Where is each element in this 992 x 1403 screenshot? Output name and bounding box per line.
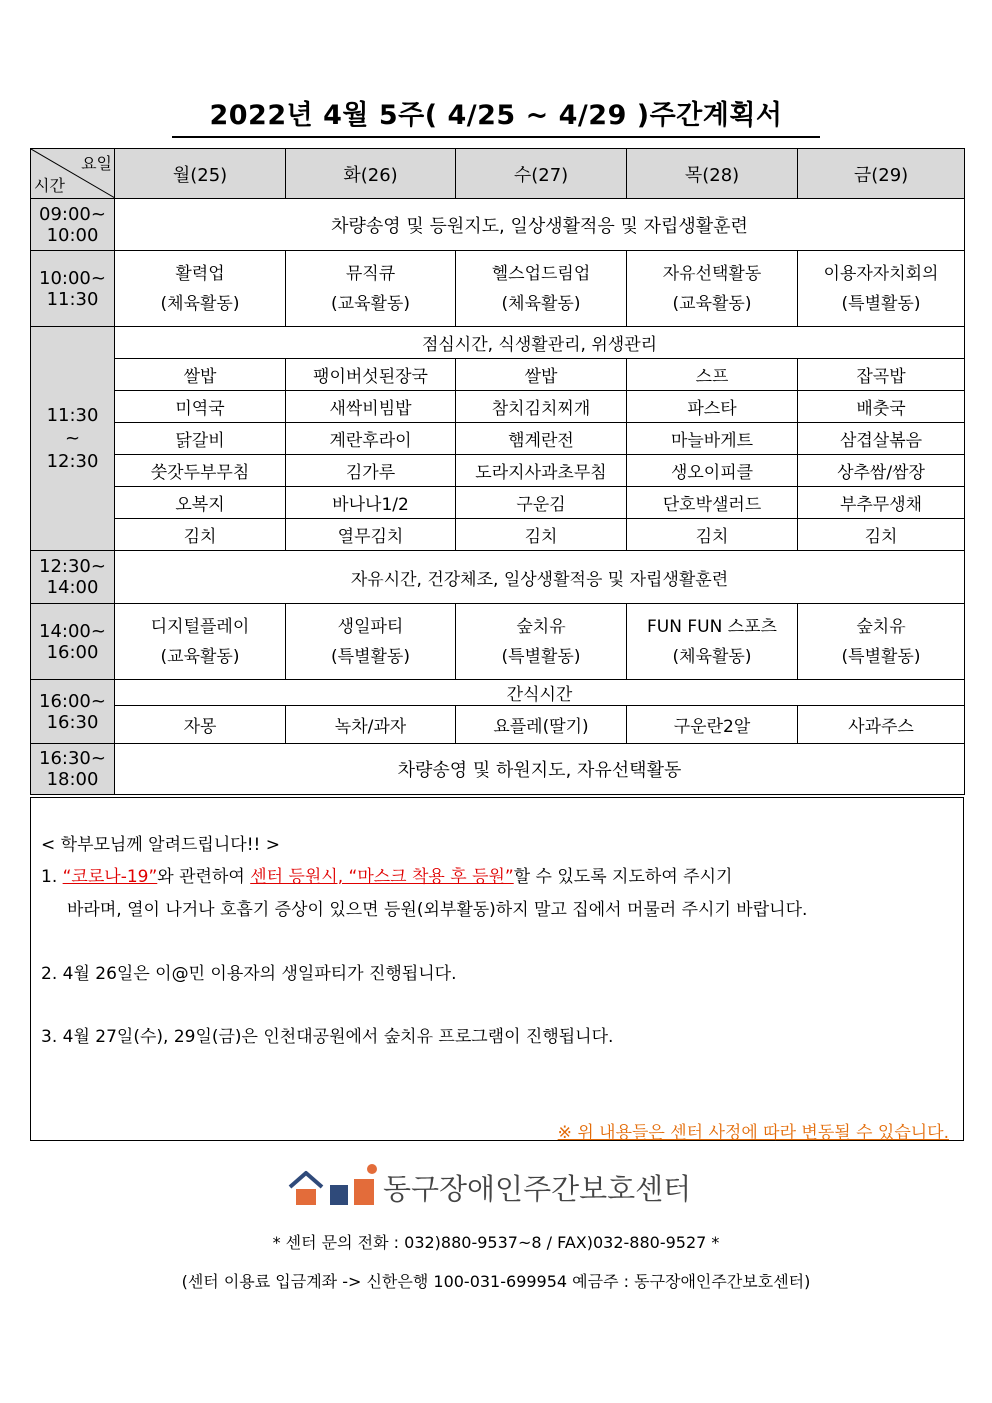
activity-name: FUN FUN 스포츠 bbox=[647, 616, 777, 637]
activity-type: (특별활동) bbox=[501, 646, 581, 667]
activity-cell bbox=[627, 251, 798, 327]
activity-name: 자유선택활동 bbox=[662, 263, 762, 284]
time-start: 14:00~ bbox=[39, 620, 106, 642]
snack-label: 간식시간 bbox=[115, 680, 965, 706]
snack-item: 구운란2알 bbox=[627, 706, 798, 744]
menu-item: 김치 bbox=[798, 519, 965, 551]
page-title: 2022년 4월 5주( 4/25 ~ 4/29 )주간계획서 bbox=[172, 96, 820, 138]
parent-notice-box bbox=[30, 797, 964, 1141]
activity-cell bbox=[286, 251, 456, 327]
notice-item-2: 2. 4월 26일은 이@민 이용자의 생일파티가 진행됩니다. bbox=[41, 964, 457, 984]
menu-item: 스프 bbox=[627, 359, 798, 391]
activity-cell bbox=[286, 604, 456, 680]
center-logo bbox=[288, 1163, 708, 1211]
menu-item: 상추쌈/쌈장 bbox=[798, 455, 965, 487]
menu-item: 마늘바게트 bbox=[627, 423, 798, 455]
menu-row bbox=[31, 487, 965, 519]
menu-item: 잡곡밥 bbox=[798, 359, 965, 391]
time-cell bbox=[31, 199, 115, 251]
contact-phone: * 센터 문의 전화 : 032)880-9537~8 / FAX)032-880-9527 * bbox=[272, 1233, 720, 1252]
menu-item: 오복지 bbox=[115, 487, 286, 519]
contact-account: (센터 이용료 입금계좌 -> 신한은행 100-031-699954 예금주 : 동구장애인주간보호센터) bbox=[181, 1272, 811, 1291]
menu-item: 열무김치 bbox=[286, 519, 456, 551]
time-cell bbox=[31, 744, 115, 795]
merged-activity-cell: 자유시간, 건강체조, 일상생활적응 및 자립생활훈련 bbox=[115, 551, 965, 604]
activity-cell bbox=[456, 604, 627, 680]
corner-day-label: 요일 bbox=[81, 154, 112, 173]
menu-item: 새싹비빔밥 bbox=[286, 391, 456, 423]
menu-item: 구운김 bbox=[456, 487, 627, 519]
snack-item: 자몽 bbox=[115, 706, 286, 744]
lunch-label: 점심시간, 식생활관리, 위생관리 bbox=[115, 327, 965, 359]
activity-cell bbox=[456, 251, 627, 327]
menu-item: 쌀밥 bbox=[456, 359, 627, 391]
menu-item: 배춧국 bbox=[798, 391, 965, 423]
activity-type: (특별활동) bbox=[841, 646, 921, 667]
activity-type: (교육활동) bbox=[672, 293, 752, 314]
time-end: 16:00 bbox=[46, 641, 99, 663]
time-cell bbox=[31, 551, 115, 604]
snack-item: 사과주스 bbox=[798, 706, 965, 744]
activity-type: (체육활동) bbox=[672, 646, 752, 667]
menu-row bbox=[31, 391, 965, 423]
activity-name: 디지털플레이 bbox=[150, 616, 250, 637]
slot-row bbox=[31, 744, 965, 795]
activity-name: 헬스업드림업 bbox=[491, 263, 591, 284]
day-header-tue: 화(26) bbox=[286, 149, 456, 199]
menu-row bbox=[31, 423, 965, 455]
activity-cell bbox=[115, 251, 286, 327]
header-row bbox=[31, 149, 965, 199]
corner-time-label: 시간 bbox=[34, 176, 65, 195]
snack-row bbox=[31, 706, 965, 744]
time-start: 16:00~ bbox=[39, 690, 106, 712]
activity-name: 활력업 bbox=[175, 263, 225, 284]
day-header-fri: 금(29) bbox=[798, 149, 965, 199]
time-start: 12:30~ bbox=[39, 556, 106, 577]
menu-item: 김가루 bbox=[286, 455, 456, 487]
menu-row bbox=[31, 359, 965, 391]
activity-cell bbox=[115, 604, 286, 680]
lunch-label-row bbox=[31, 327, 965, 359]
time-end: 10:00 bbox=[46, 224, 99, 246]
menu-item: 햄계란전 bbox=[456, 423, 627, 455]
notice-text: 할 수 있도록 지도하여 주시기 bbox=[513, 867, 733, 887]
menu-item: 김치 bbox=[456, 519, 627, 551]
center-name: 동구장애인주간보호센터 bbox=[383, 1172, 692, 1206]
activity-cell bbox=[627, 604, 798, 680]
slot-row bbox=[31, 604, 965, 680]
activity-type: (교육활동) bbox=[331, 293, 410, 314]
menu-row bbox=[31, 455, 965, 487]
snack-item: 녹차/과자 bbox=[286, 706, 456, 744]
time-start: 11:30 bbox=[46, 405, 99, 426]
menu-item: 쌀밥 bbox=[115, 359, 286, 391]
activity-type: (교육활동) bbox=[160, 646, 240, 667]
day-header-wed: 수(27) bbox=[456, 149, 627, 199]
notice-footnote: ※ 위 내용들은 센터 사정에 따라 변동될 수 있습니다. bbox=[557, 1123, 949, 1143]
activity-name: 생일파티 bbox=[337, 616, 404, 637]
time-cell bbox=[31, 251, 115, 327]
notice-highlight-mask: 센터 등원시, “마스크 착용 후 등원” bbox=[250, 867, 514, 887]
menu-item: 미역국 bbox=[115, 391, 286, 423]
notice-item-1 bbox=[41, 862, 732, 887]
notice-text: 와 관련하여 bbox=[157, 867, 251, 887]
activity-name: 숲치유 bbox=[516, 616, 566, 637]
activity-type: (특별활동) bbox=[331, 646, 410, 667]
activity-cell bbox=[798, 604, 965, 680]
menu-item: 참치김치찌개 bbox=[456, 391, 627, 423]
time-end: 12:30 bbox=[46, 451, 99, 472]
slot-row bbox=[31, 199, 965, 251]
activity-cell bbox=[798, 251, 965, 327]
notice-item-1-continued: 바라며, 열이 나거나 호흡기 증상이 있으면 등원(외부활동)하지 말고 집에서 머물러 주시기 바랍니다. bbox=[67, 900, 808, 920]
time-start: 10:00~ bbox=[39, 267, 106, 289]
merged-activity-cell: 차량송영 및 등원지도, 일상생활적응 및 자립생활훈련 bbox=[115, 199, 965, 251]
time-start: 09:00~ bbox=[39, 203, 106, 225]
time-end: 16:30 bbox=[46, 711, 99, 733]
menu-item: 파스타 bbox=[627, 391, 798, 423]
menu-item: 김치 bbox=[115, 519, 286, 551]
day-header-thu: 목(28) bbox=[627, 149, 798, 199]
menu-item: 단호박샐러드 bbox=[627, 487, 798, 519]
time-cell bbox=[31, 604, 115, 680]
menu-item: 쑷갓두부무침 bbox=[115, 455, 286, 487]
corner-cell bbox=[31, 149, 115, 199]
menu-item: 팽이버섯된장국 bbox=[286, 359, 456, 391]
activity-type: (체육활동) bbox=[501, 293, 581, 314]
time-start: 16:30~ bbox=[39, 748, 106, 769]
menu-item: 부추무생채 bbox=[798, 487, 965, 519]
time-separator: ~ bbox=[64, 428, 81, 449]
menu-item: 김치 bbox=[627, 519, 798, 551]
activity-name: 뮤직큐 bbox=[345, 263, 396, 284]
snack-label-row bbox=[31, 680, 965, 706]
menu-row bbox=[31, 519, 965, 551]
activity-type: (체육활동) bbox=[160, 293, 240, 314]
time-cell bbox=[31, 680, 115, 744]
notice-highlight-covid: “코로나-19” bbox=[62, 867, 158, 887]
slot-row bbox=[31, 551, 965, 604]
menu-item: 계란후라이 bbox=[286, 423, 456, 455]
slot-row bbox=[31, 251, 965, 327]
menu-item: 닭갈비 bbox=[115, 423, 286, 455]
snack-item: 요플레(딸기) bbox=[456, 706, 627, 744]
weekly-schedule-table bbox=[30, 148, 965, 795]
activity-name: 숲치유 bbox=[856, 616, 906, 637]
merged-activity-cell: 차량송영 및 하원지도, 자유선택활동 bbox=[115, 744, 965, 795]
activity-name: 이용자자치회의 bbox=[823, 263, 939, 284]
time-end: 14:00 bbox=[46, 577, 99, 598]
menu-item: 바나나1/2 bbox=[286, 487, 456, 519]
time-end: 11:30 bbox=[46, 288, 99, 310]
time-cell bbox=[31, 327, 115, 551]
notice-heading: < 학부모님께 알려드립니다!! > bbox=[41, 835, 280, 855]
menu-item: 삼겹살볶음 bbox=[798, 423, 965, 455]
menu-item: 생오이피클 bbox=[627, 455, 798, 487]
notice-item-3: 3. 4월 27일(수), 29일(금)은 인천대공원에서 숲치유 프로그램이 진행됩니다. bbox=[41, 1027, 614, 1047]
house-logo-icon bbox=[288, 1163, 380, 1211]
notice-item-number: 1. bbox=[41, 867, 63, 887]
day-header-mon: 월(25) bbox=[115, 149, 286, 199]
time-end: 18:00 bbox=[46, 769, 99, 790]
menu-item: 도라지사과초무침 bbox=[456, 455, 627, 487]
activity-type: (특별활동) bbox=[841, 293, 921, 314]
